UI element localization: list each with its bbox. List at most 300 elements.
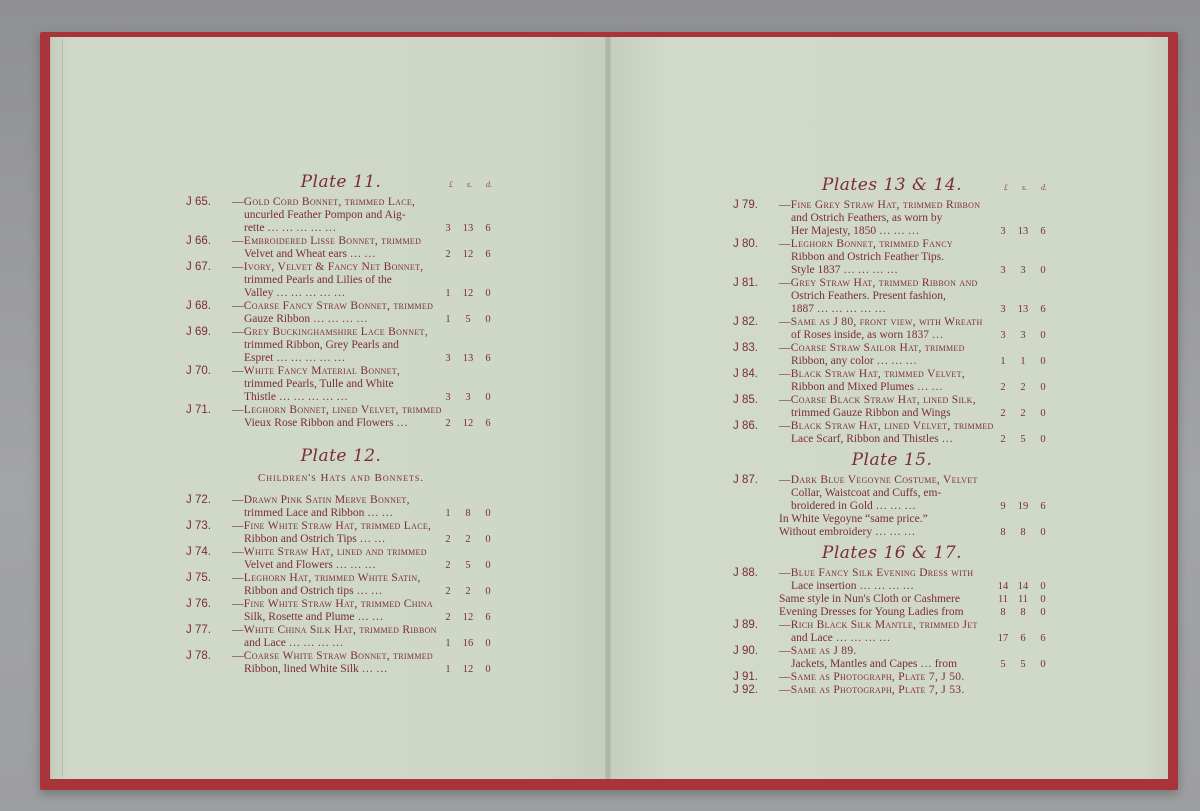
entry-text: trimmed Gauze Ribbon and Wings <box>791 407 951 419</box>
catalog-entry <box>733 474 1051 513</box>
pence-value: 0 <box>485 534 491 545</box>
entry-text: trimmed Pearls and Lilies of the <box>244 274 392 286</box>
catalog-entry <box>733 645 1051 671</box>
pence-label: d. <box>1041 183 1047 192</box>
pounds-value: 3 <box>1000 226 1006 237</box>
entry-code: J 66. <box>186 235 211 247</box>
shillings-value: 5 <box>1020 434 1026 445</box>
entry-text: —Fine Grey Straw Hat, trimmed Ribbon <box>779 199 981 211</box>
catalog-entry <box>733 394 1051 420</box>
entry-text: —Dark Blue Vegoyne Costume, Velvet <box>779 474 978 486</box>
entry-line <box>232 572 496 585</box>
price <box>434 559 496 572</box>
entry-text: —Rich Black Silk Mantle, trimmed Jet <box>779 619 978 631</box>
price <box>989 593 1051 606</box>
entry-text: Velvet and Flowers … … … <box>244 559 376 571</box>
entry-line <box>232 507 496 520</box>
price <box>434 391 496 404</box>
pence-value: 6 <box>485 249 491 260</box>
entry-line <box>779 619 1051 632</box>
shillings-value: 6 <box>1020 633 1026 644</box>
catalog-entry <box>733 420 1051 446</box>
pounds-value: 3 <box>445 223 451 234</box>
price <box>434 663 496 676</box>
shillings-value: 5 <box>1020 659 1026 670</box>
pounds-value: 1 <box>445 508 451 519</box>
entry-line <box>232 352 496 365</box>
pounds-value: 1 <box>445 638 451 649</box>
catalog-entry <box>186 572 496 598</box>
entry-line <box>232 378 496 391</box>
entry-line <box>232 248 496 261</box>
entry-line <box>779 329 1051 342</box>
shillings-value: 8 <box>1020 607 1026 618</box>
entry-text: —Same as J 80, front view, with Wreath <box>779 316 983 328</box>
entry-line <box>779 277 1051 290</box>
catalog-entry <box>186 404 496 430</box>
entry-text: Ribbon and Ostrich Feather Tips. <box>791 251 945 263</box>
price <box>989 632 1051 645</box>
shillings-value: 14 <box>1017 581 1029 592</box>
entry-code: J 75. <box>186 572 211 584</box>
entry-line <box>779 290 1051 303</box>
entry-line <box>232 624 496 637</box>
price <box>434 507 496 520</box>
left-page-content <box>186 172 496 676</box>
pounds-label: £ <box>448 180 453 189</box>
price <box>434 313 496 326</box>
shillings-value: 12 <box>462 664 474 675</box>
pence-value: 6 <box>485 353 491 364</box>
shillings-value: 3 <box>465 392 471 403</box>
entry-code: J 81. <box>733 277 758 289</box>
entry-text: Ribbon and Mixed Plumes … … <box>791 381 943 393</box>
entry-text: trimmed Ribbon, Grey Pearls and <box>244 339 399 351</box>
shillings-value: 12 <box>462 612 474 623</box>
entry-line <box>232 274 496 287</box>
pounds-value: 9 <box>1000 501 1006 512</box>
entry-line <box>232 339 496 352</box>
plate-11-title: Plate 11. <box>300 172 382 192</box>
entry-line <box>779 251 1051 264</box>
catalog-entry <box>733 342 1051 368</box>
entry-line <box>232 637 496 650</box>
price <box>989 407 1051 420</box>
entry-text: —Same as Photograph, Plate 7, J 50. <box>779 671 965 683</box>
entry-j91 <box>733 671 1051 684</box>
entry-text: —Grey Straw Hat, trimmed Ribbon and <box>779 277 978 289</box>
entry-line <box>232 546 496 559</box>
entry-code: J 72. <box>186 494 211 506</box>
entry-text: —Black Straw Hat, trimmed Velvet, <box>779 368 965 380</box>
entry-text: Lace Scarf, Ribbon and Thistles … <box>791 433 954 445</box>
price <box>434 611 496 624</box>
catalog-entry <box>186 650 496 676</box>
sub-line-text: Evening Dresses for Young Ladies from <box>779 606 964 618</box>
entry-text: Velvet and Wheat ears … … <box>244 248 376 260</box>
book-gutter <box>605 37 611 779</box>
entry-line <box>779 632 1051 645</box>
entry-code: J 86. <box>733 420 758 432</box>
pence-value: 6 <box>485 418 491 429</box>
catalog-entry <box>186 520 496 546</box>
entry-code: J 65. <box>186 196 211 208</box>
entry-line <box>779 433 1051 446</box>
entry-line <box>779 199 1051 212</box>
entry-text: —Coarse Straw Sailor Hat, trimmed <box>779 342 965 354</box>
pounds-value: 2 <box>445 612 451 623</box>
entry-line <box>232 611 496 624</box>
pence-value: 6 <box>485 612 491 623</box>
entry-line <box>779 567 1051 580</box>
entry-line <box>779 487 1051 500</box>
price <box>434 533 496 546</box>
entry-code: J 80. <box>733 238 758 250</box>
entry-text: and Ostrich Feathers, as worn by <box>791 212 943 224</box>
catalog-entry <box>186 598 496 624</box>
entry-text: Vieux Rose Ribbon and Flowers … <box>244 417 408 429</box>
pounds-value: 2 <box>445 560 451 571</box>
catalog-entry <box>733 277 1051 316</box>
entry-code: J 85. <box>733 394 758 406</box>
pounds-value: 8 <box>1000 607 1006 618</box>
entry-line <box>779 407 1051 420</box>
catalog-entry <box>733 316 1051 342</box>
entry-line <box>779 303 1051 316</box>
entry-text: broidered in Gold … … … <box>791 500 916 512</box>
pence-value: 0 <box>1040 607 1046 618</box>
shillings-value: 8 <box>465 508 471 519</box>
catalog-entry <box>733 684 1051 697</box>
sub-line <box>733 606 1051 619</box>
price <box>989 264 1051 277</box>
pounds-value: 14 <box>997 581 1009 592</box>
catalog-entry <box>186 235 496 261</box>
entry-line <box>232 235 496 248</box>
entry-text: —Blue Fancy Silk Evening Dress with <box>779 567 974 579</box>
price <box>989 606 1051 619</box>
catalog-entry <box>186 624 496 650</box>
pence-value: 0 <box>485 664 491 675</box>
pounds-value: 2 <box>1000 408 1006 419</box>
entry-text: Valley … … … … … <box>244 287 346 299</box>
entry-text: —Gold Cord Bonnet, trimmed Lace, <box>232 196 416 208</box>
pence-value: 0 <box>485 288 491 299</box>
plate-15-sublines <box>733 513 1051 539</box>
pounds-value: 3 <box>1000 265 1006 276</box>
entry-code: J 69. <box>186 326 211 338</box>
entry-text: and Lace … … … … <box>244 637 344 649</box>
entry-line <box>232 196 496 209</box>
sub-line <box>733 593 1051 606</box>
catalog-entry <box>186 494 496 520</box>
entry-line <box>232 326 496 339</box>
pence-value: 0 <box>485 586 491 597</box>
catalog-entry <box>733 671 1051 684</box>
price <box>989 500 1051 513</box>
entry-text: Ribbon and Ostrich tips … … <box>244 585 383 597</box>
price <box>434 248 496 261</box>
plates-16-17-title: Plates 16 & 17. <box>821 543 963 563</box>
pence-value: 0 <box>1040 382 1046 393</box>
entry-code: J 74. <box>186 546 211 558</box>
entry-code: J 92. <box>733 684 758 696</box>
pence-value: 0 <box>1040 581 1046 592</box>
entry-line <box>232 533 496 546</box>
price <box>989 225 1051 238</box>
entry-line <box>232 209 496 222</box>
shillings-label: s. <box>1021 183 1027 192</box>
entry-text: —Coarse White Straw Bonnet, trimmed <box>232 650 433 662</box>
entry-line <box>779 381 1051 394</box>
pence-value: 0 <box>1040 408 1046 419</box>
entry-text: —Ivory, Velvet & Fancy Net Bonnet, <box>232 261 424 273</box>
entry-code: J 83. <box>733 342 758 354</box>
sub-line-text: In White Vegoyne “same price.” <box>779 513 928 525</box>
entry-text: Ribbon and Ostrich Tips … … <box>244 533 386 545</box>
pence-value: 6 <box>1040 633 1046 644</box>
entry-line <box>779 394 1051 407</box>
entry-code: J 84. <box>733 368 758 380</box>
entry-line <box>779 355 1051 368</box>
pence-value: 0 <box>485 638 491 649</box>
shillings-value: 8 <box>1020 527 1026 538</box>
shillings-value: 2 <box>1020 408 1026 419</box>
entry-text: —Fine White Straw Hat, trimmed China <box>232 598 433 610</box>
pounds-value: 1 <box>445 664 451 675</box>
entry-code: J 78. <box>186 650 211 662</box>
shillings-value: 13 <box>462 353 474 364</box>
entry-text: Ribbon, lined White Silk … … <box>244 663 388 675</box>
entry-line <box>232 417 496 430</box>
shillings-value: 12 <box>462 249 474 260</box>
pence-value: 0 <box>485 508 491 519</box>
price <box>989 526 1051 539</box>
shillings-value: 2 <box>465 534 471 545</box>
price <box>989 355 1051 368</box>
plate-12-subheading: Children's Hats and Bonnets. <box>257 472 425 484</box>
right-page-content <box>733 175 1051 697</box>
catalog-entry <box>733 567 1051 593</box>
pounds-value: 2 <box>445 586 451 597</box>
entry-code: J 88. <box>733 567 758 579</box>
entry-text: —Leghorn Hat, trimmed White Satin, <box>232 572 421 584</box>
entry-text: Jackets, Mantles and Capes … from <box>791 658 958 670</box>
entry-text: —Embroidered Lisse Bonnet, trimmed <box>232 235 422 247</box>
entry-line <box>232 663 496 676</box>
entry-line <box>779 658 1051 671</box>
shillings-value: 19 <box>1017 501 1029 512</box>
entry-text: Espret … … … … … <box>244 352 346 364</box>
entry-text: Gauze Ribbon … … … … <box>244 313 368 325</box>
pence-label: d. <box>486 180 492 189</box>
entry-text: and Lace … … … … <box>791 632 891 644</box>
entry-text: —Same as J 89. <box>779 645 857 657</box>
pence-value: 0 <box>485 314 491 325</box>
shillings-value: 13 <box>1017 226 1029 237</box>
entry-text: —Grey Buckinghamshire Lace Bonnet, <box>232 326 428 338</box>
sub-line-text: Without embroidery … … … <box>779 526 916 538</box>
entry-text: —Fine White Straw Hat, trimmed Lace, <box>232 520 432 532</box>
pounds-value: 11 <box>997 594 1009 605</box>
entry-line <box>779 368 1051 381</box>
entry-text: of Roses inside, as worn 1837 … <box>791 329 944 341</box>
price <box>989 433 1051 446</box>
entry-text: —Black Straw Hat, lined Velvet, trimmed <box>779 420 994 432</box>
entry-line <box>232 300 496 313</box>
entry-code: J 70. <box>186 365 211 377</box>
sub-line <box>733 513 1051 526</box>
pounds-value: 3 <box>1000 304 1006 315</box>
pounds-value: 2 <box>445 534 451 545</box>
shillings-value: 1 <box>1020 356 1026 367</box>
entry-text: —White Fancy Material Bonnet, <box>232 365 401 377</box>
pounds-value: 17 <box>997 633 1009 644</box>
entry-code: J 87. <box>733 474 758 486</box>
entry-text: —White Straw Hat, lined and trimmed <box>232 546 427 558</box>
pence-value: 0 <box>1040 265 1046 276</box>
catalog-entry <box>733 238 1051 277</box>
entry-text: —Coarse Black Straw Hat, lined Silk, <box>779 394 976 406</box>
price <box>989 381 1051 394</box>
entry-j88 <box>733 567 1051 593</box>
plates-13-14-title: Plates 13 & 14. <box>821 175 963 195</box>
shillings-value: 12 <box>462 418 474 429</box>
entry-line <box>232 313 496 326</box>
j88-sublines <box>733 593 1051 619</box>
entry-text: rette … … … … … <box>244 222 337 234</box>
entry-line <box>232 222 496 235</box>
shillings-value: 5 <box>465 560 471 571</box>
entry-j92 <box>733 684 1051 697</box>
pence-value: 0 <box>1040 527 1046 538</box>
pence-value: 0 <box>1040 356 1046 367</box>
price <box>434 352 496 365</box>
pounds-value: 3 <box>1000 330 1006 341</box>
pounds-label: £ <box>1003 183 1008 192</box>
entry-line <box>779 684 1051 697</box>
catalog-entry <box>186 365 496 404</box>
entry-line <box>779 645 1051 658</box>
catalog-entry <box>733 368 1051 394</box>
shillings-value: 13 <box>1017 304 1029 315</box>
page-stack-edge <box>52 40 63 776</box>
entry-line <box>232 520 496 533</box>
entry-line <box>232 391 496 404</box>
entry-line <box>779 264 1051 277</box>
plate-15-title: Plate 15. <box>851 450 933 470</box>
shillings-value: 12 <box>462 288 474 299</box>
entry-line <box>779 342 1051 355</box>
pounds-value: 5 <box>1000 659 1006 670</box>
entry-text: Style 1837 … … … … <box>791 264 899 276</box>
entry-text: Silk, Rosette and Plume … … <box>244 611 384 623</box>
entry-line <box>779 212 1051 225</box>
shillings-value: 16 <box>462 638 474 649</box>
pounds-value: 2 <box>445 249 451 260</box>
plate-12-title: Plate 12. <box>300 446 382 466</box>
entry-line <box>779 238 1051 251</box>
entry-line <box>232 494 496 507</box>
price <box>434 417 496 430</box>
entry-text: Lace insertion … … … … <box>791 580 914 592</box>
plate-11-list <box>186 196 496 430</box>
entry-code: J 89. <box>733 619 758 631</box>
pounds-value: 3 <box>445 353 451 364</box>
price <box>989 580 1051 593</box>
entry-text: trimmed Lace and Ribbon … … <box>244 507 394 519</box>
shillings-value: 11 <box>1017 594 1029 605</box>
price <box>434 585 496 598</box>
pounds-value: 3 <box>445 392 451 403</box>
plate-12-list <box>186 494 496 676</box>
entry-code: J 71. <box>186 404 211 416</box>
shillings-value: 2 <box>1020 382 1026 393</box>
catalog-entry <box>186 261 496 300</box>
entry-code: J 73. <box>186 520 211 532</box>
shillings-value: 3 <box>1020 330 1026 341</box>
entry-text: Ribbon, any color … … … <box>791 355 917 367</box>
pence-value: 6 <box>485 223 491 234</box>
pence-value: 0 <box>485 392 491 403</box>
pence-value: 0 <box>1040 434 1046 445</box>
catalog-entry <box>186 300 496 326</box>
pounds-value: 1 <box>1000 356 1006 367</box>
entry-text: 1887 … … … … … <box>791 303 886 315</box>
entry-j90 <box>733 645 1051 671</box>
entry-code: J 82. <box>733 316 758 328</box>
pounds-value: 2 <box>1000 382 1006 393</box>
entry-text: —Leghorn Bonnet, trimmed Fancy <box>779 238 953 250</box>
shillings-value: 5 <box>465 314 471 325</box>
price <box>434 287 496 300</box>
plates-13-14-list <box>733 199 1051 446</box>
sub-line <box>733 526 1051 539</box>
pounds-value: 2 <box>1000 434 1006 445</box>
entry-code: J 76. <box>186 598 211 610</box>
catalog-entry <box>733 199 1051 238</box>
price <box>434 637 496 650</box>
entry-line <box>232 261 496 274</box>
entry-text: trimmed Pearls, Tulle and White <box>244 378 394 390</box>
pence-value: 0 <box>1040 594 1046 605</box>
entry-text: Ostrich Feathers. Present fashion, <box>791 290 946 302</box>
entry-text: uncurled Feather Pompon and Aig- <box>244 209 406 221</box>
pence-value: 0 <box>1040 330 1046 341</box>
entry-text: —White China Silk Hat, trimmed Ribbon <box>232 624 437 636</box>
shillings-value: 2 <box>465 586 471 597</box>
sub-line-text: Same style in Nun's Cloth or Cashmere <box>779 593 960 605</box>
pence-value: 6 <box>1040 226 1046 237</box>
entry-code: J 79. <box>733 199 758 211</box>
entry-code: J 77. <box>186 624 211 636</box>
pounds-value: 2 <box>445 418 451 429</box>
entry-line <box>779 420 1051 433</box>
entry-code: J 67. <box>186 261 211 273</box>
entry-line <box>232 598 496 611</box>
shillings-value: 3 <box>1020 265 1026 276</box>
entry-text: —Drawn Pink Satin Merve Bonnet, <box>232 494 410 506</box>
entry-j89 <box>733 619 1051 645</box>
shillings-label: s. <box>466 180 472 189</box>
entry-line <box>779 316 1051 329</box>
pence-value: 0 <box>1040 659 1046 670</box>
entry-code: J 91. <box>733 671 758 683</box>
entry-line <box>232 650 496 663</box>
entry-text: —Same as Photograph, Plate 7, J 53. <box>779 684 965 696</box>
entry-line <box>779 500 1051 513</box>
catalog-entry <box>186 546 496 572</box>
